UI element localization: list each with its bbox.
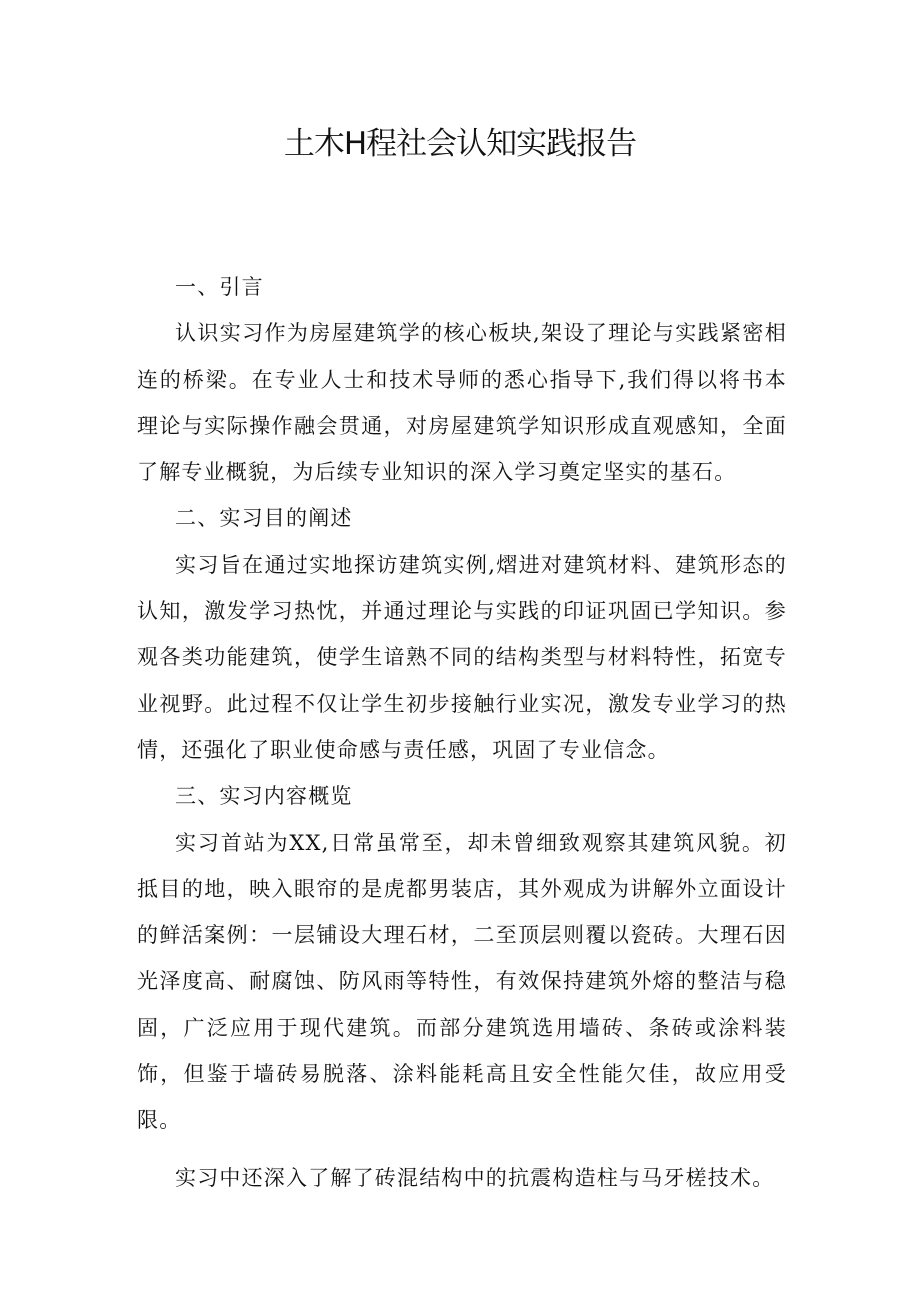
document-body — [137, 264, 787, 1201]
introduction-paragraph: 认识实习作为房屋建筑学的核心板块,架设了理论与实践紧密相连的桥梁。在专业人士和技术导师的悉心指导下,我们得以将书本理论与实际操作融会贯通，对房屋建筑学知识形成直观感知，全面了解专业概貌，为后续专业知识的深入学习奠定坚实的基石。 — [137, 321, 787, 485]
section-heading-introduction: 一、引言 — [175, 275, 264, 299]
content-paragraph-1: 实习首站为XX,日常虽常至，却未曾细致观察其建筑风貌。初抵目的地，映入眼帘的是虎都男装店，其外观成为讲解外立面设计的鲜活案例：一层铺设大理石材，二至顶层则覆以瓷砖。大理石因光泽度高、耐腐蚀、防风雨等特性，有效保持建筑外熔的整洁与稳固，广泛应用于现代建筑。而部分建筑选用墙砖、条砖或涂料装饰，但鉴于墙砖易脱落、涂料能耗高且安全性能欠佳，故应用受限。 — [137, 830, 787, 1133]
section-heading-content: 三、实习内容概览 — [175, 784, 353, 809]
document-title: 土木H程社会认知实践报告 — [283, 126, 637, 162]
content-paragraph-2: 实习中还深入了解了砖混结构中的抗震构造柱与马牙槎技术。 — [175, 1165, 775, 1190]
purpose-paragraph: 实习旨在通过实地探访建筑实例,熠进对建筑材料、建筑形态的认知，激发学习热忱，并通过理论与实践的印证巩固已学知识。参观各类功能建筑，使学生谙熟不同的结构类型与材料特性，拓宽专业视野。此过程不仅让学生初步接触行业实况，激发专业学习的热情，还强化了职业使命感与责任感，巩固了专业信念。 — [137, 552, 787, 762]
section-heading-purpose: 二、实习目的阐述 — [175, 506, 353, 531]
